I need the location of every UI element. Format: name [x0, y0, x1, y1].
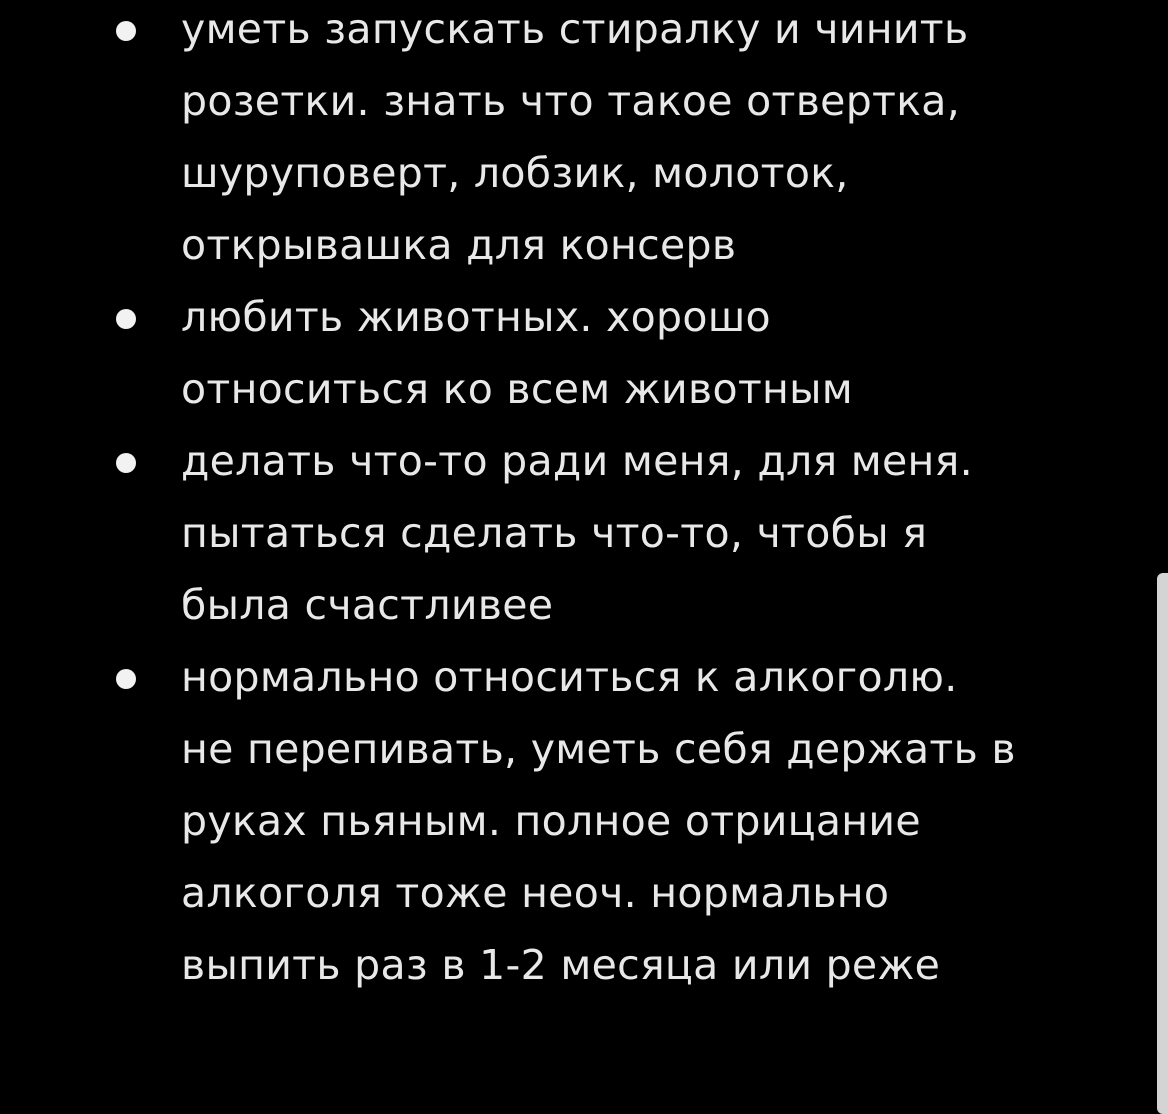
bullet-icon [116, 309, 136, 329]
list-item-line: уметь запускать стиралку и чинить [181, 5, 969, 53]
list-item-line: не перепивать, уметь себя держать в [181, 725, 1016, 773]
list-item-line: была счастливее [181, 581, 554, 629]
list-item[interactable] [0, 425, 1168, 641]
list-item-line: розетки. знать что такое отвертка, [181, 77, 961, 125]
list-item-line: относиться ко всем животным [181, 365, 854, 413]
list-item-line: шуруповерт, лобзик, молоток, [181, 149, 849, 197]
list-item-line: нормально относиться к алкоголю. [181, 653, 958, 701]
bullet-icon [116, 669, 136, 689]
list-item[interactable] [0, 0, 1168, 281]
list-item[interactable] [0, 641, 1168, 1001]
list-item-line: пытаться сделать что-то, чтобы я [181, 509, 928, 557]
list-item[interactable] [0, 281, 1168, 425]
list-item-line: выпить раз в 1-2 месяца или реже [181, 941, 941, 989]
list-item-line: делать что-то ради меня, для меня. [181, 437, 973, 485]
list-item-line: руках пьяным. полное отрицание [181, 797, 921, 845]
scroll-indicator[interactable] [1157, 573, 1168, 1114]
list-item-line: алкоголя тоже неоч. нормально [181, 869, 890, 917]
list-item-line: любить животных. хорошо [181, 293, 771, 341]
bullet-icon [116, 21, 136, 41]
list-item-line: открывашка для консерв [181, 221, 737, 269]
bullet-icon [116, 453, 136, 473]
